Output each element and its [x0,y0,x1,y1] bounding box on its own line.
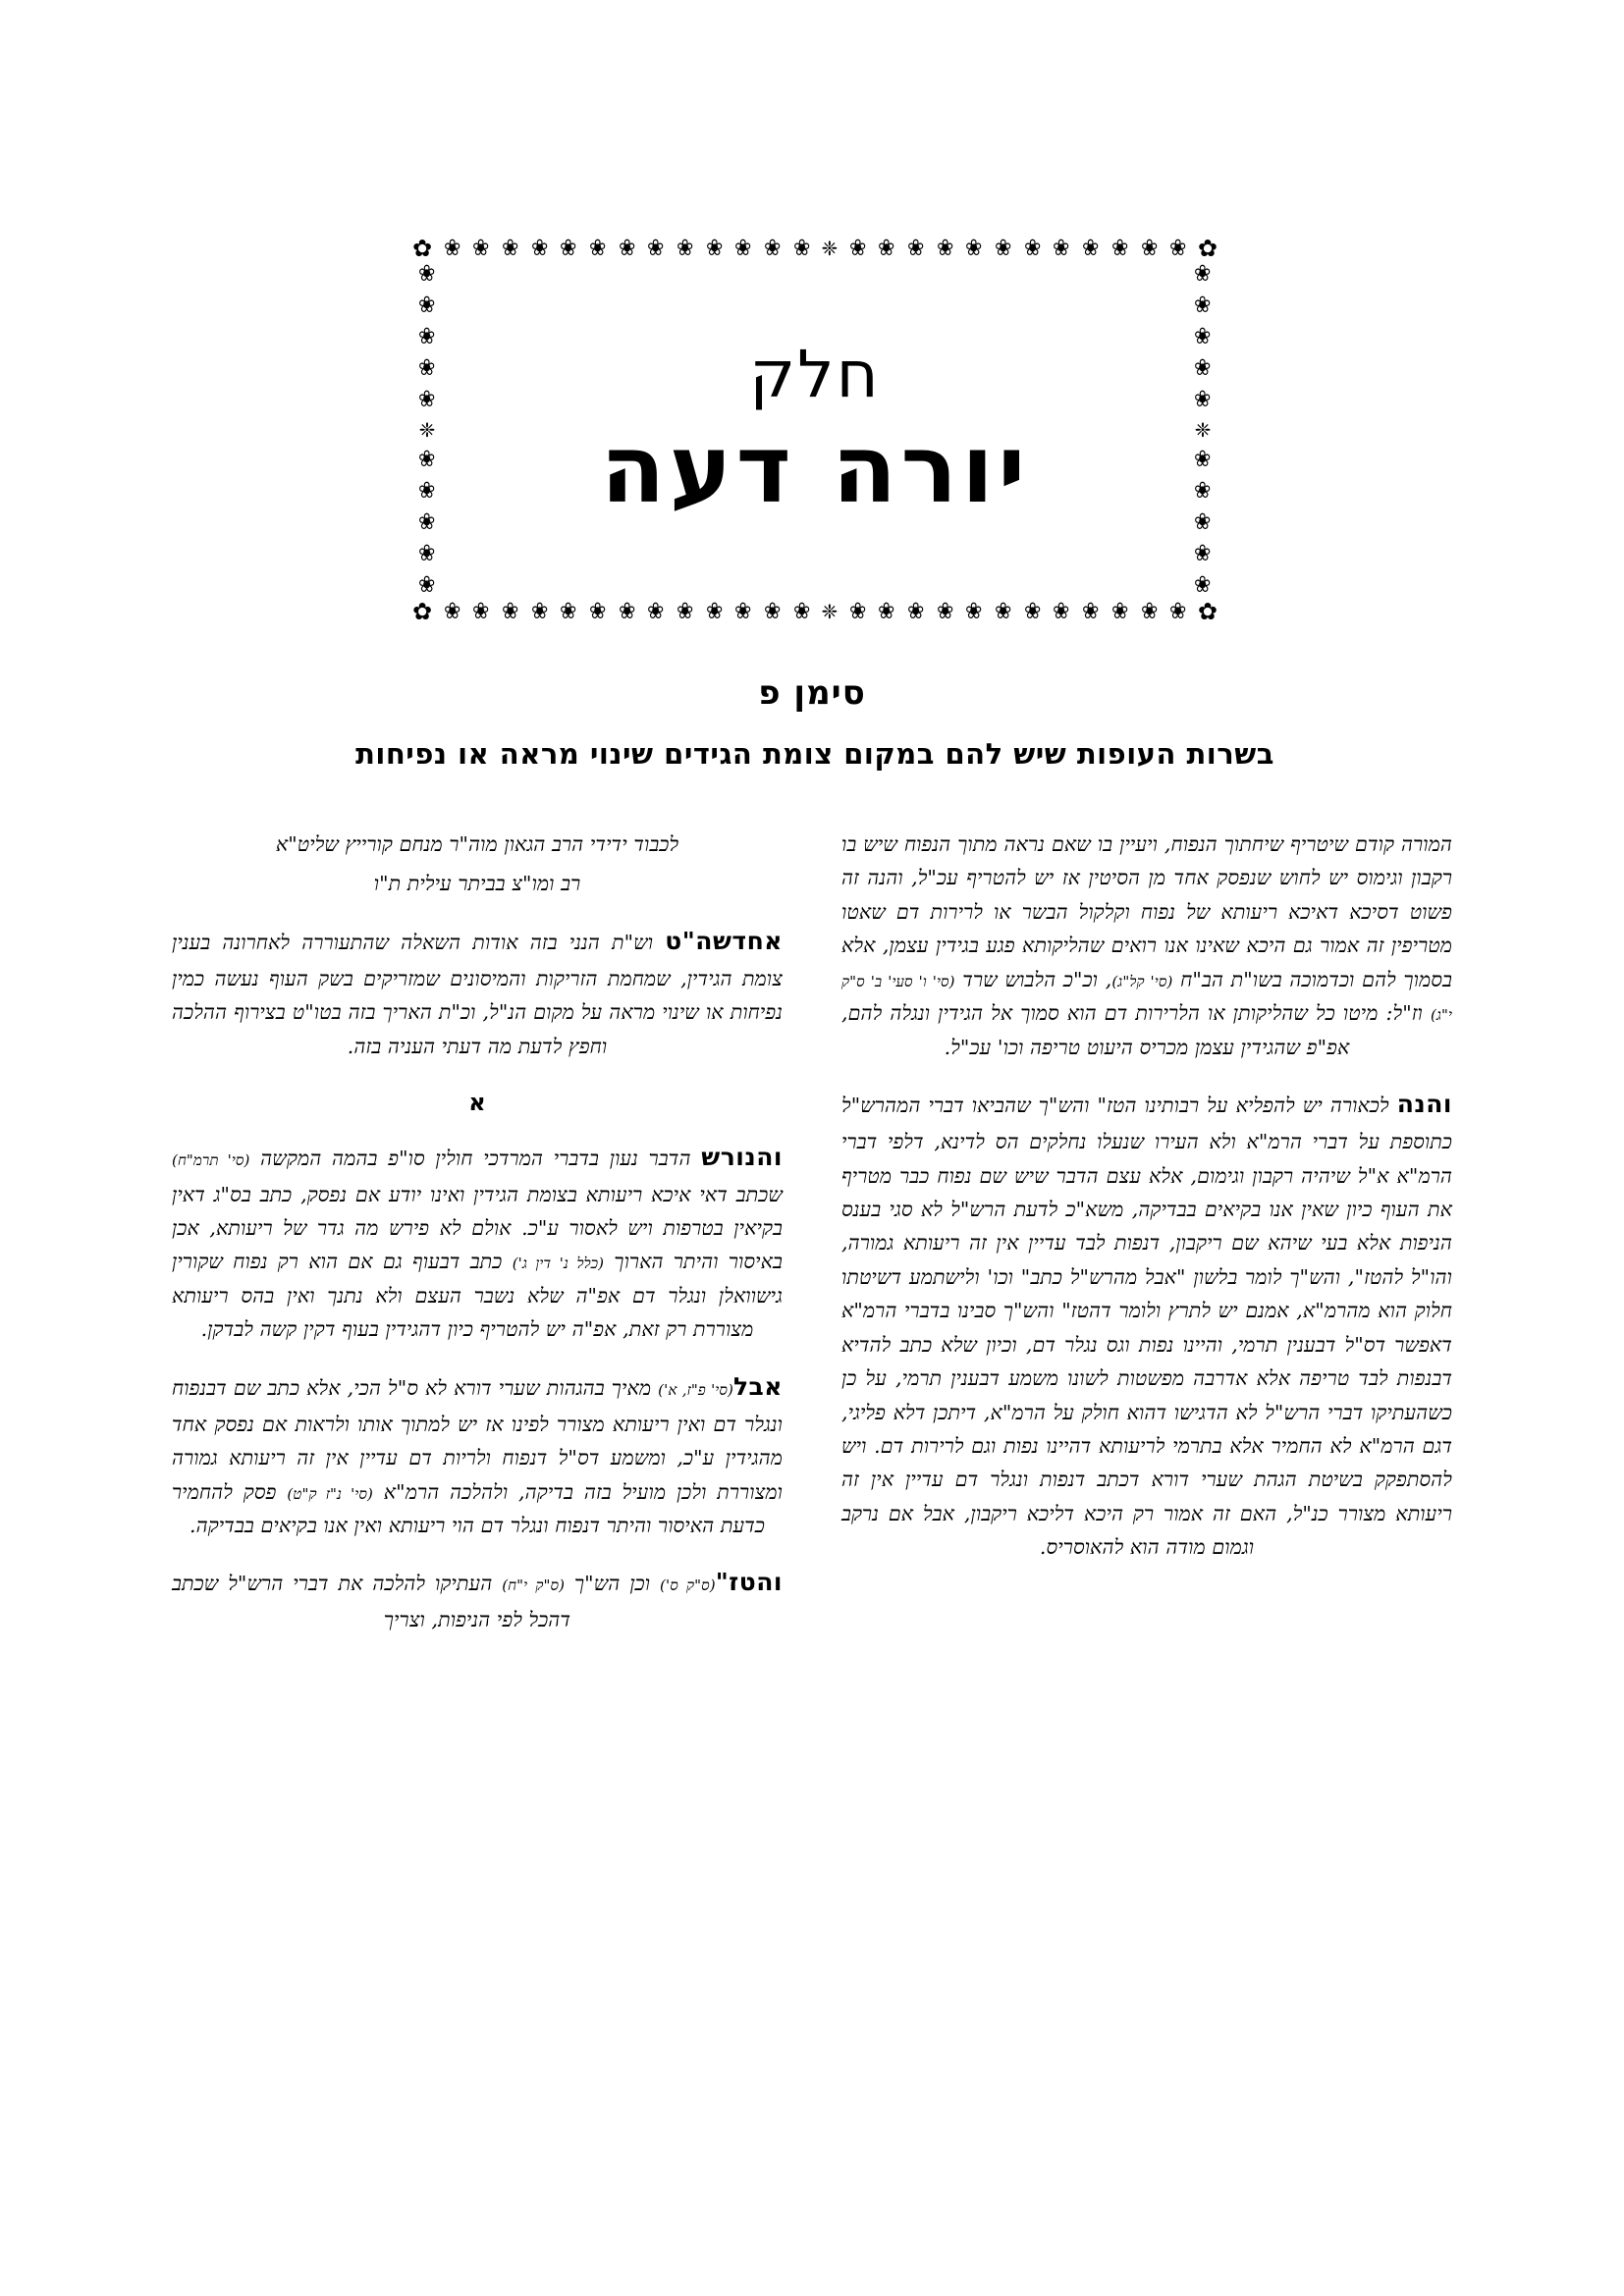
frame-ornament-icon: ❀ [965,235,983,261]
frame-corner-icon: ✿ [1197,235,1218,262]
paragraph-1 [172,921,783,1063]
frame-ornament-icon: ❀ [906,235,925,261]
frame-ornament-icon: ❀ [1110,235,1129,261]
frame-ornament-icon: ❀ [501,235,519,261]
paragraph-5-body: לכאורה יש להפליא על רבותינו הטז" והש"ך שהביאו דברי המהרש"ל כתוספת על דברי הרמ"א ולא העירו שנעלו נחלקים הס לדינא, דלפי דברי הרמ"א א"ל שיהיה רקבון וגימום, אלא עצם הדבר שיש שם נפוח כבר מטריף את העוף כיון שאין אנו בקיאים בבדיקה, משא"כ לדעת הרש"ל לא סגי בענס הניפות אלא בעי שיהא שם ריקבון, דנפות לבד עדיין אין זה ריעותא גמורה, והו"ל להטז", והש"ך לומר בלשון "אבל מהרש"ל כתב" וכו' ולישתמע דשיטתו חלוק הוא מהרמ"א, אמנם יש לתרץ ולומר דהטז" והש"ך סבינו בדברי הרמ"א דאפשר דס"ל דבענין תרמי, והיינו נפות וגס נגלר דם, וכיון שלא כתב להדיא דבנפות לבד טריפה אלא אדרבה מפשטות לשונו משמע דבענין תרמי, על כן כשהעתיקו דברי הרש"ל לא הדגישו דהוא חולק על הרמ"א, דיתכן דלא פליגי, דגם הרמ"א לא החמיר אלא בתרמי לריעותא דהיינו נפות וגם לרירות דם. ויש להסתפקק בשיטת הגהת שערי דורא דכתב דנפות ונגלר דם עדיין אין זה ריעותא מצורר כנ"ל, האם זה אמור רק היכא דליכא ריקבון, אבל אם נרקב וגמום מודה הוא להאוסריס. [841,1094,1452,1560]
frame-ornament-icon: ❀ [418,478,436,504]
frame-ornament-icon: ❀ [1194,293,1212,318]
frame-border-bottom [412,597,1218,626]
title-text-group [446,267,1184,593]
frame-ornament-icon: ❀ [1194,572,1212,598]
paragraph-4-lead: והטז" [715,1568,783,1597]
frame-ornament-icon: ❀ [418,541,436,566]
frame-ornament-icon: ❀ [1082,598,1100,624]
frame-ornament-icon: ❀ [647,235,665,261]
frame-ornament-icon: ❀ [1194,541,1212,566]
citation-reference: (סי' נ"ז ק"ט) [287,1484,373,1503]
paragraph-3-body-b: פסק להחמיר כדעת האיסור והיתר דנפוח ונגלר דם הוי ריעותא ואין אנו בקיאים בבדיקה. [172,1479,766,1537]
frame-ornament-icon: ❀ [734,598,752,624]
frame-ornament-icon: ❀ [1023,598,1042,624]
salutation-line-2: רב ומו"צ בביתר עילית ת"ו [373,872,581,896]
frame-ornament-icon: ❀ [1140,235,1158,261]
part-label: חלק [749,336,881,412]
paragraph-2-lead: והנורש [701,1142,783,1171]
frame-ornament-icon: ❀ [965,598,983,624]
frame-corner-icon: ✿ [412,598,433,625]
frame-border-top [412,234,1218,263]
citation-reference: (כלל נ' דין ג') [512,1255,605,1273]
frame-ornament-icon: ❀ [618,235,635,261]
frame-ornament-icon: ❀ [764,235,782,261]
frame-ornament-icon: ❀ [1194,355,1212,381]
section-marker-alef: א [468,1089,486,1117]
frame-ornament-icon: ❀ [1140,598,1158,624]
frame-ornament-icon: ❀ [848,598,866,624]
frame-ornament-icon: ❀ [705,235,724,261]
frame-ornament-icon: ❀ [418,324,436,349]
frame-ornament-icon: ❀ [1169,235,1187,261]
frame-midpoint-icon: ❈ [1194,418,1212,442]
page-title: יורה דעה [600,414,1030,525]
siman-description: בשרות העופות שיש להם במקום צומת הגידים שינוי מראה או נפיחות [355,737,1274,771]
paragraph-continuation-body: המורה קודם שיטריף שיחתוך הנפוח, ויעיין בו שאם נראה מתוך הנפוח שיש בו רקבון וגימוס יש לחוש שנפסק אחד מן הסיטין אז יש להטריף עכ"ל, והנה זה פשוט דסיכא דאיכא ריעותא של נפוח וקלקול הבשר או לרירות דם שאטו מטריפין זה אמור גם היכא שאינו אנו רואים שהליקותא פגע בגידין עצמן, אלא בסמוך להם וכדמוכה בשו"ת הב"ח [841,832,1453,991]
citation-reference: (ס"ק ס') [660,1576,716,1595]
frame-ornament-icon: ❀ [936,235,954,261]
frame-ornament-icon: ❀ [418,572,436,598]
frame-corner-icon: ✿ [1197,598,1218,625]
frame-ornament-icon: ❀ [418,293,436,318]
paragraph-2-body-b: שכתב דאי איכא ריעותא בצומת הגידין ואינו יודע אם נפסק, כתב בס"ג דאין בקיאין בטרפות ויש לאסור ע"כ. אולם לא פירש מה גדר של ריעותא, אכן באיסור והיתר הארוך [172,1182,783,1274]
frame-ornament-icon: ❀ [995,598,1012,624]
frame-border-left [412,263,442,597]
frame-ornament-icon: ❀ [705,598,724,624]
paragraph-4-mid: וכן הש"ך [565,1572,661,1596]
frame-ornament-icon: ❀ [560,235,577,261]
frame-ornament-icon: ❀ [443,598,460,624]
paragraph-2 [172,1137,783,1347]
frame-ornament-icon: ❀ [1023,235,1042,261]
paragraph-1-lead: אחדשה"ט [665,926,783,955]
citation-reference: (סי' קל"ג) [1111,972,1173,990]
frame-ornament-icon: ❀ [1110,598,1129,624]
citation-reference: (ס"ק י"ח) [502,1576,566,1595]
frame-ornament-icon: ❀ [936,598,954,624]
body-columns [172,828,1453,2163]
citation-reference: (סי' ו' סעי' ב' ס"ק י"ג) [841,972,1452,1025]
frame-ornament-icon: ❀ [647,598,665,624]
frame-corner-icon: ✿ [412,235,433,262]
frame-midpoint-icon: ❈ [821,600,839,623]
frame-ornament-icon: ❀ [995,235,1012,261]
column-left [841,828,1452,2163]
frame-ornament-icon: ❀ [588,598,607,624]
frame-ornament-icon: ❀ [676,598,694,624]
paragraph-5 [841,1084,1452,1565]
frame-ornament-icon: ❀ [418,387,436,412]
frame-ornament-icon: ❀ [530,235,548,261]
frame-ornament-icon: ❀ [906,598,925,624]
frame-ornament-icon: ❀ [878,598,895,624]
title-ornamental-frame [412,234,1218,626]
column-right [172,828,783,2163]
frame-ornament-icon: ❀ [764,598,782,624]
citation-reference: (סי' פ"ז, א') [658,1380,733,1399]
frame-ornament-icon: ❀ [1194,509,1212,535]
frame-ornament-icon: ❀ [848,235,866,261]
frame-ornament-icon: ❀ [418,509,436,535]
citation-reference: (סי' תרמ"ח) [172,1150,250,1169]
frame-ornament-icon: ❀ [1194,324,1212,349]
salutation-line-1: לכבוד ידידי הרב הגאון מוה"ר מנחם קורייץ שליט"א [275,832,679,856]
frame-ornament-icon: ❀ [443,235,460,261]
paragraph-3-body: מאיך בהגהות שערי דורא לא ס"ל הכי, אלא כתב שם דבנפוח ונגלר דם ואין ריעותא מצורר לפינו אז יש למתוך אותו ולראות אם נפסק אחד מהגידין ע"כ, ומשמע דס"ל דנפוח ולריות דם עדיין אין זה ריעותא גמורה ומצוררת ולכן מועיל בזה בדיקה, ולהלכה הרמ"א [172,1375,784,1504]
paragraph-1-body: וש"ת הנני בזה אודות השאלה שהתעוררה לאחרונה בענין צומת הגידין, שמחמת הזריקות והמיסונים שמזריקים בשק העוף נעשה כמין נפיחות או שינוי מראה על מקום הנ"ל, וכ"ת האריך בזה בטו"ט בצירוף ההלכה וחפץ לדעת מה דעתי העניה בזה. [172,930,783,1058]
paragraph-continuation-end: וז"ל: מיטו כל שהליקותן או הלרירות דם הוא סמוך אל הגידין ונגלה להם, אפ"פ שהגידין עצמן מכריס היעוט טריפה וכו' עכ"ל. [841,1001,1431,1059]
frame-border-right [1188,263,1218,597]
frame-ornament-icon: ❀ [588,235,607,261]
frame-ornament-icon: ❀ [472,235,490,261]
frame-midpoint-icon: ❈ [418,418,436,442]
frame-ornament-icon: ❀ [1082,235,1100,261]
frame-ornament-icon: ❀ [792,235,811,261]
frame-ornament-icon: ❀ [618,598,635,624]
paragraph-2-body-a: הדבר נעון בדברי המרדכי חולין סו"פ בהמה המקשה [249,1146,702,1170]
frame-ornament-icon: ❀ [1194,478,1212,504]
paragraph-2-body-c: כתב דבעוף גם אם הוא רק נפוח שקורין גישוואלן ונגלר דם אפ"ה שלא נשבר העצם ולא נתנך ואין בהס ריעותא מצוררת רק זאת, אפ"ה יש להטריף כיון דהגידין בעוף דקין קשה לבדקן. [172,1250,783,1342]
frame-ornament-icon: ❀ [560,598,577,624]
frame-ornament-icon: ❀ [1053,598,1070,624]
paragraph-3 [172,1366,783,1543]
frame-ornament-icon: ❀ [418,261,436,287]
paragraph-3-lead: אבל [732,1371,784,1401]
siman-number: סימן פ [758,673,866,713]
frame-ornament-icon: ❀ [734,235,752,261]
paragraph-5-lead: והנה [1396,1090,1452,1119]
paragraph-continuation-mid: , וכ"כ הלבוש שרד [954,967,1112,991]
frame-ornament-icon: ❀ [1194,387,1212,412]
frame-ornament-icon: ❀ [1194,261,1212,287]
frame-ornament-icon: ❀ [472,598,490,624]
frame-ornament-icon: ❀ [878,235,895,261]
frame-ornament-icon: ❀ [1169,598,1187,624]
frame-midpoint-icon: ❈ [821,237,839,260]
frame-ornament-icon: ❀ [792,598,811,624]
frame-ornament-icon: ❀ [530,598,548,624]
frame-ornament-icon: ❀ [418,447,436,472]
frame-ornament-icon: ❀ [501,598,519,624]
paragraph-4 [172,1562,783,1636]
paragraph-4-body: העתיקו להלכה את דברי הרש"ל שכתב דהכל לפי הניפות, וצריך [172,1572,571,1632]
paragraph-continuation [841,828,1452,1064]
frame-ornament-icon: ❀ [1194,447,1212,472]
frame-ornament-icon: ❀ [676,235,694,261]
frame-ornament-icon: ❀ [1053,235,1070,261]
frame-ornament-icon: ❀ [418,355,436,381]
